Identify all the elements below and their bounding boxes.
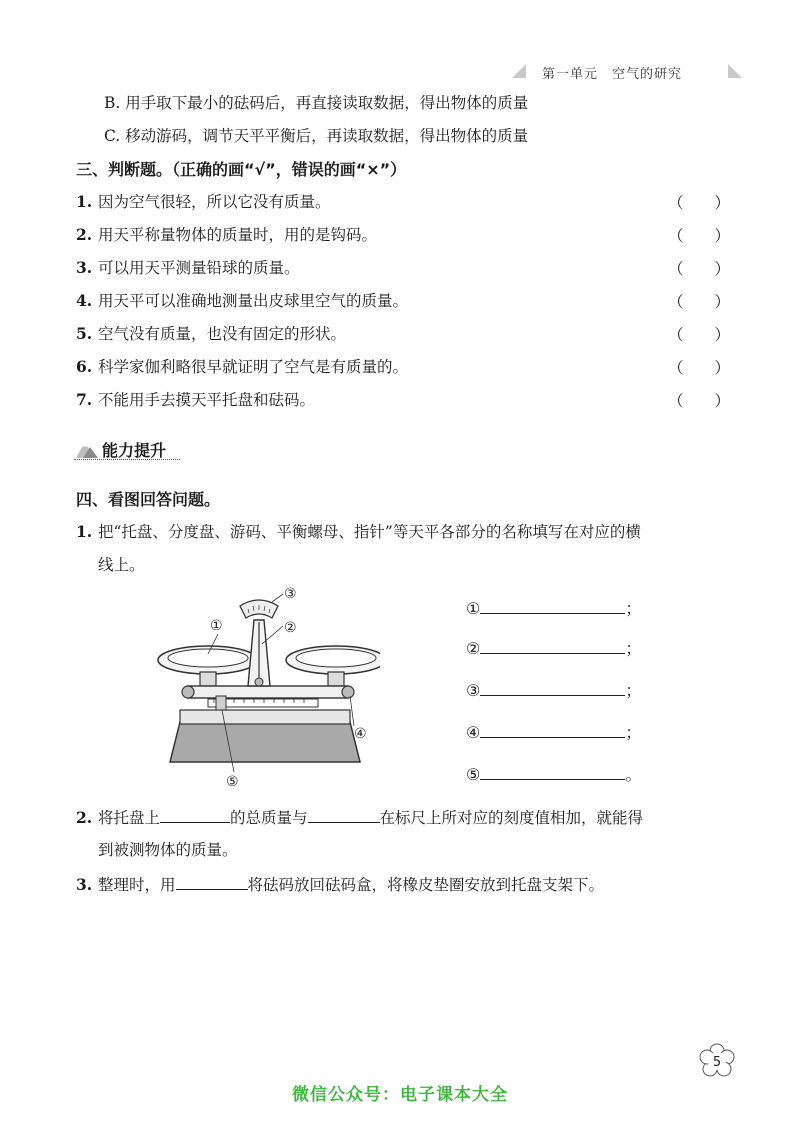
judge-item-2: 2. 用天平称量物体的质量时，用的是钩码。	[76, 225, 378, 244]
answer-blank-4[interactable]	[480, 721, 625, 738]
answer-paren-3[interactable]: （ ）	[668, 260, 731, 278]
q3-line: 3. 整理时，用 将砝码放回砝码盒，将橡皮垫圈安放到托盘支架下。	[76, 875, 605, 894]
balance-nut-right	[342, 686, 354, 698]
section-3-title: 三、判断题。（正确的画“√”，错误的画“×”）	[76, 160, 407, 179]
answer-paren-4[interactable]: （ ）	[668, 293, 731, 311]
ability-title: 能力提升	[102, 441, 167, 460]
q2-blank-1[interactable]	[160, 806, 230, 823]
figure-label-2: ②	[284, 620, 297, 636]
figure-label-1: ①	[210, 618, 223, 634]
ability-heading	[74, 436, 184, 462]
judge-item-3: 3. 可以用天平测量铅球的质量。	[76, 258, 300, 277]
judge-item-6: 6. 科学家伽利略很早就证明了空气是有质量的。	[76, 357, 409, 376]
judge-item-7: 7. 不能用手去摸天平托盘和砝码。	[76, 390, 316, 409]
header-left-triangle	[512, 64, 526, 78]
footer-watermark: 微信公众号：电子课本大全	[292, 1085, 508, 1105]
figure-label-3: ③	[284, 586, 297, 602]
answer-line-1: ① ；	[466, 599, 642, 618]
option-label: C.	[104, 127, 121, 145]
q1-line2: 线上。	[98, 556, 145, 574]
option-text: 移动游码，调节天平平衡后，再读取数据，得出物体的质量	[125, 127, 529, 145]
answer-line-3: ③ ；	[466, 681, 642, 700]
answer-blank-3[interactable]	[480, 679, 625, 696]
option-text: 用手取下最小的砝码后，再直接读取数据，得出物体的质量	[125, 94, 529, 112]
option-label: B.	[104, 94, 121, 112]
page-number: 5	[712, 1055, 722, 1070]
balance-base-top	[180, 710, 350, 724]
unit-label: 第一单元	[542, 67, 599, 82]
judge-item-1: 1. 因为空气很轻，所以它没有质量。	[76, 192, 331, 211]
q1-line1: 1. 把“托盘、分度盘、游码、平衡螺母、指针”等天平各部分的名称填写在对应的横	[76, 522, 641, 541]
judge-item-5: 5. 空气没有质量，也没有固定的形状。	[76, 324, 347, 343]
answer-paren-1[interactable]: （ ）	[668, 194, 731, 212]
balance-nut-left	[182, 686, 194, 698]
answer-paren-5[interactable]: （ ）	[668, 326, 731, 344]
q2-line1: 2. 将托盘上 的总质量与 在标尺上所对应的刻度值相加，就能得	[76, 808, 644, 827]
balance-base	[170, 722, 360, 762]
ability-underline	[74, 459, 180, 460]
unit-title: 空气的研究	[612, 67, 683, 82]
answer-line-4: ④ ；	[466, 723, 642, 742]
answer-blank-1[interactable]	[480, 597, 625, 614]
option-b	[104, 92, 528, 114]
answer-blank-5[interactable]	[480, 763, 625, 780]
answer-line-5: ⑤ 。	[466, 765, 642, 784]
mountain-icon	[74, 438, 100, 460]
answer-paren-2[interactable]: （ ）	[668, 227, 731, 245]
q2-blank-2[interactable]	[308, 806, 380, 823]
balance-figure	[150, 582, 380, 792]
section-4-title: 四、看图回答问题。	[76, 490, 221, 509]
running-header	[512, 60, 742, 84]
answer-paren-7[interactable]: （ ）	[668, 392, 731, 410]
answer-line-2: ② ；	[466, 639, 642, 658]
answer-paren-6[interactable]: （ ）	[668, 359, 731, 377]
option-c	[104, 125, 528, 147]
figure-label-4: ④	[354, 726, 367, 742]
judge-item-4: 4. 用天平可以准确地测量出皮球里空气的质量。	[76, 291, 409, 310]
rider	[216, 696, 226, 710]
q3-blank[interactable]	[176, 873, 248, 890]
q2-line2: 到被测物体的质量。	[98, 841, 238, 859]
page-number-badge	[697, 1042, 737, 1082]
header-right-triangle	[728, 64, 742, 78]
answer-blank-2[interactable]	[480, 637, 625, 654]
figure-label-5: ⑤	[226, 774, 239, 790]
beam	[188, 686, 348, 698]
